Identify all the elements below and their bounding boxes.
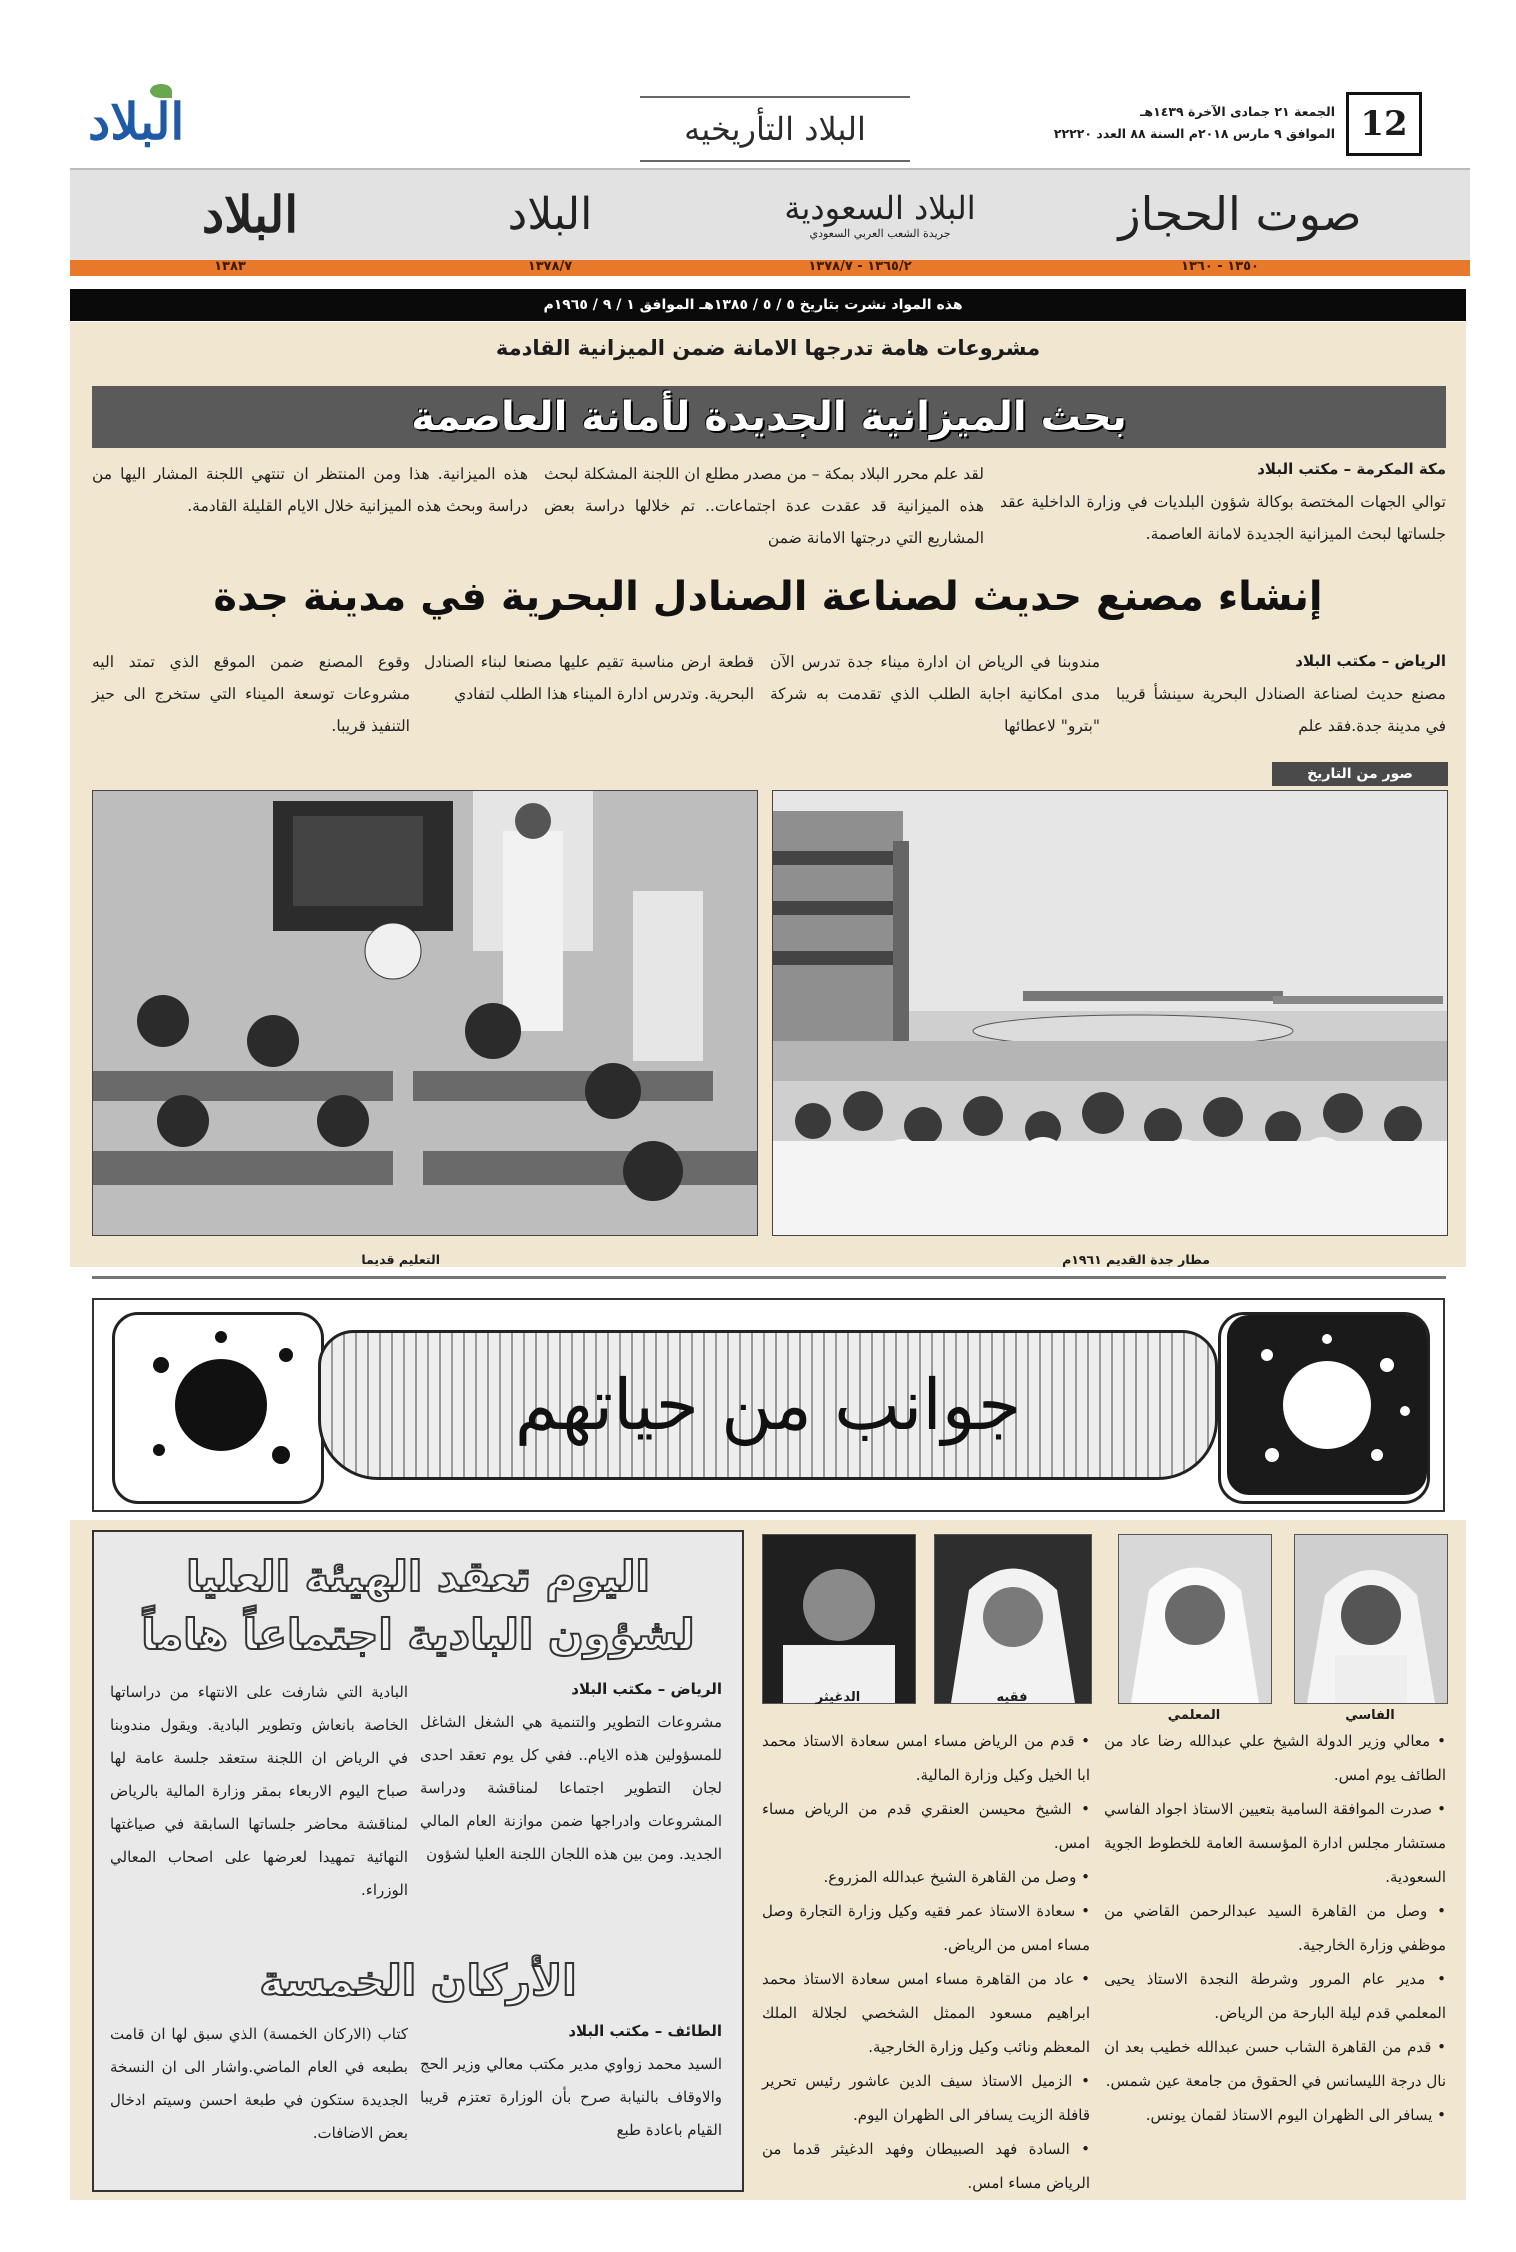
issue-date-line-1: الجمعة ٢١ جمادى الآخرة ١٤٣٩هـ [1140, 104, 1335, 119]
article4-headline: الأركان الخمسة [259, 1956, 577, 2005]
section-title: البلاد التأريخيه [640, 96, 910, 162]
issue-date-line-2: الموافق ٩ مارس ٢٠١٨م السنة ٨٨ العدد ٢٢٢٢٠ [1053, 126, 1335, 141]
jeddah-airport-photo [772, 790, 1448, 1236]
list-item: • الزميل الاستاذ سيف الدين عاشور رئيس تحرير قافلة الزيت يسافر الى الظهران اليوم. [762, 2072, 1090, 2124]
article3-col2: البادية التي شارفت على الانتهاء من دراساتها الخاصة بانعاش وتطوير البادية. ويقول مندوبنا في الرياض ان اللجنة ستعقد جلسة عامة لها صباح اليوم الاربعاء بمقر وزارة المالية بالرياض لمناقشة محاضر جلساتها السابقة في صياغتها النهائية تمهيدا لعرضها على اصحاب المعالي الوزراء. [110, 1683, 408, 1899]
masthead-date-3: ١٣٧٨/٧ [527, 259, 573, 274]
portrait-name-aldughaither: الدغيثر [815, 1690, 861, 1705]
article3-byline: الرياض – مكتب البلاد [571, 1680, 722, 1698]
portrait-name-faqih: فقيه [996, 1690, 1028, 1705]
article4-col2: كتاب (الاركان الخمسة) الذي سبق لها ان قامت بطبعه في العام الماضي.واشار الى ان النسخة الجديدة ستكون في طبعة احسن وسيتم ادخال بعض الاضافات. [110, 2025, 408, 2142]
article2-byline: الرياض – مكتب البلاد [1295, 652, 1446, 670]
article4-col1: السيد محمد زواوي مدير مكتب معالي وزير الحج والاوقاف بالنيابة صرح بأن الوزارة تعتزم قريبا القيام باعادة طبع [420, 2055, 722, 2139]
classroom-illustration [93, 791, 757, 1235]
list-item: • الشيخ محيسن العنقري قدم من الرياض مساء امس. [762, 1800, 1090, 1852]
article1-col3: هذه الميزانية. هذا ومن المنتظر ان تنتهي اللجنة المشار اليها من دراسة وبحث هذه الميزانية خلال الايام القليلة القادمة. [92, 465, 528, 515]
banner-splash-tile-left [112, 1312, 324, 1504]
education-photo-caption: التعليم قديما [361, 1252, 440, 1267]
article1-byline: مكة المكرمة – مكتب البلاد [1257, 460, 1446, 478]
person-icon [935, 1535, 1091, 1703]
banner-splash-tile-right [1218, 1312, 1430, 1504]
list-item: • السادة فهد الصبيطان وفهد الدغيثر قدما من الرياض مساء امس. [762, 2140, 1090, 2192]
jeddah-airport-illustration [773, 791, 1447, 1235]
masthead-albilad-alsaudia-name: البلاد السعودية [784, 188, 976, 227]
person-icon [1295, 1535, 1447, 1703]
list-item: • معالي وزير الدولة الشيخ علي عبدالله رضا عاد من الطائف يوم امس. [1104, 1732, 1446, 1784]
person-icon [1119, 1535, 1271, 1703]
article1-col1: توالي الجهات المختصة بوكالة شؤون البلديات في وزارة الداخلية عقد جلساتها لبحث الميزانية الجديدة لامانة العاصمة. [1000, 493, 1446, 543]
article2-col3: قطعة ارض مناسبة تقيم عليها مصنعا لبناء الصنادل البحرية. وتدرس ادارة الميناء هذا الطلب لتفادي [424, 653, 754, 703]
portrait-name-alfasi: الفاسي [1345, 1708, 1395, 1723]
portrait-almuallimi [1118, 1534, 1272, 1704]
section-divider [92, 1276, 1446, 1279]
banner-title: جوانب من حياتهم [514, 1364, 1022, 1446]
list-item: • سعادة الاستاذ عمر فقيه وكيل وزارة التجارة وصل مساء امس من الرياض. [762, 1902, 1090, 1954]
portrait-aldughaither [762, 1534, 916, 1704]
list-item: • قدم من القاهرة الشاب حسن عبدالله خطيب بعد ان نال درجة الليسانس في الحقوق من جامعة عين شمس. [1104, 2038, 1446, 2090]
masthead-date-4: ١٣٨٣ [214, 259, 246, 274]
masthead-albilad-alsaudia [720, 168, 1040, 260]
masthead-date-2: ١٣٦٥/٢ - ١٣٧٨/٧ [808, 259, 912, 274]
list-item: • وصل من القاهرة السيد عبدالرحمن القاضي من موظفي وزارة الخارجية. [1104, 1902, 1446, 1954]
masthead-date-1: ١٣٥٠ - ١٣٦٠ [1181, 259, 1259, 274]
article3-headline-line-2: لشؤون البادية اجتماعاً هاماً [141, 1610, 695, 1659]
list-item: • مدير عام المرور وشرطة النجدة الاستاذ يحيى المعلمي قدم ليلة البارحة من الرياض. [1104, 1970, 1447, 2022]
article1-kicker: مشروعات هامة تدرجها الامانة ضمن الميزانية القادمة [495, 336, 1041, 360]
article2-headline: إنشاء مصنع حديث لصناعة الصنادل البحرية في مدينة جدة [213, 574, 1323, 620]
old-education-photo [92, 790, 758, 1236]
portrait-faqih [934, 1534, 1092, 1704]
portrait-name-almuallimi: المعلمي [1167, 1708, 1221, 1723]
list-item: • قدم من الرياض مساء امس سعادة الاستاذ محمد ابا الخيل وكيل وزارة المالية. [762, 1732, 1090, 1784]
masthead-sawt-alhijaz: صوت الحجاز [1118, 187, 1362, 241]
news-list-right [1104, 1724, 1446, 2132]
page-number: 12 [1346, 92, 1422, 156]
article2-col4: وقوع المصنع ضمن الموقع الذي تمتد اليه مشروعات توسعة الميناء التي ستخرج الى حيز التنفيذ قريبا. [92, 653, 410, 735]
person-icon [763, 1535, 915, 1703]
list-item: • صدرت الموافقة السامية بتعيين الاستاذ اجواد الفاسي مستشار مجلس ادارة المؤسسة العامة للخطوط الجوية السعودية. [1104, 1800, 1446, 1886]
article1-headline: بحث الميزانية الجديدة لأمانة العاصمة [411, 394, 1127, 440]
article2-col1: مصنع حديث لصناعة الصنادل البحرية سينشأ قريبا في مدينة جدة.فقد علم [1116, 685, 1446, 735]
ink-splash-icon [121, 1315, 321, 1495]
list-item: • يسافر الى الظهران اليوم الاستاذ لقمان يونس. [1145, 2106, 1446, 2124]
list-item: • عاد من القاهرة مساء امس سعادة الاستاذ محمد ابراهيم مسعود الممثل الشخصي لجلالة الملك المعظم ونائب وكيل وزارة الخارجية. [762, 1970, 1090, 2056]
article3-col1: مشروعات التطوير والتنمية هي الشغل الشاغل للمسؤولين هذه الايام.. ففي كل يوم تعقد احدى لجان التطوير اجتماعا لمناقشة ودراسة المشروعات وادراجها ضمن موازنة العام المالي الجديد. ومن بين هذه اللجان اللجنة العليا لشؤون [420, 1713, 722, 1863]
list-item: • وصل من القاهرة الشيخ عبدالله المزروع. [823, 1868, 1090, 1886]
masthead-albilad-1383: البلاد [201, 184, 299, 244]
article3-headline-line-1: اليوم تعقد الهيئة العليا [186, 1552, 650, 1601]
news-list-left [762, 1724, 1090, 2200]
banner-title-plate [318, 1330, 1218, 1480]
masthead-albilad-alsaudia-sub: جريدة الشعب العربي السعودي [809, 226, 951, 240]
portrait-alfasi [1294, 1534, 1448, 1704]
article1-headline-band [92, 386, 1446, 448]
airport-photo-caption: مطار جدة القديم ١٩٦١م [1062, 1252, 1210, 1267]
masthead-albilad-1378: البلاد [507, 188, 593, 240]
publication-notice-bar [70, 289, 1466, 321]
article4-byline: الطائف – مكتب البلاد [568, 2022, 722, 2040]
publication-notice: هذه المواد نشرت بتاريخ ٥ / ٥ / ١٣٨٥هـ الموافق ١ / ٩ / ١٩٦٥م [543, 297, 963, 313]
newspaper-logo: البلاد [88, 92, 185, 151]
sun-splash-icon [1227, 1315, 1427, 1495]
article2-col2: مندوبنا في الرياض ان ادارة ميناء جدة تدرس الآن مدى امكانية اجابة الطلب الذي تقدمت به شركة "بترو" لاعطائها [770, 653, 1100, 735]
article1-col2: لقد علم محرر البلاد بمكة – من مصدر مطلع ان اللجنة المشكلة لبحث هذه الميزانية قد عقدت عدة اجتماعات.. تم خلالها دراسة بعض المشاريع التي درجتها الامانة ضمن [544, 465, 984, 547]
history-photos-label: صور من التاريخ [1272, 762, 1448, 786]
